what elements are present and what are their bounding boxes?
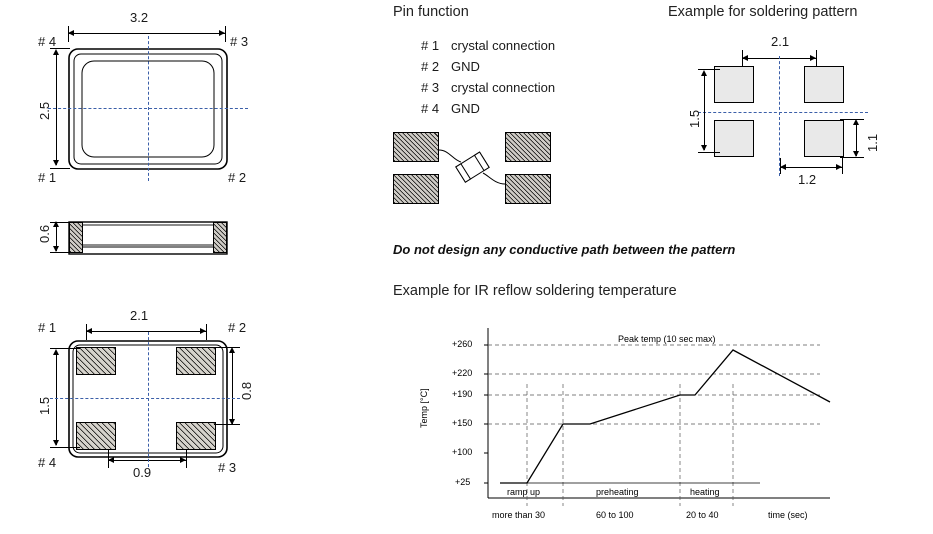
pattern-left-arrow-up: [701, 70, 707, 76]
bottom-view-padheight-label: 0.8: [239, 381, 254, 400]
reflow-title: Example for IR reflow soldering temperature: [393, 283, 677, 299]
pattern-right-tick-bottom: [840, 157, 864, 158]
top-view-height-arrow-up: [53, 49, 59, 55]
bottom-view-pitch-tick-right: [206, 324, 207, 340]
bottom-view-padheight-dimline: [232, 350, 233, 424]
pattern-bottom-tick-left: [780, 158, 781, 174]
pattern-pad-top-left: [714, 66, 754, 103]
reflow-zone-label-1: preheating: [596, 487, 639, 497]
bottom-view-span-label: 1.5: [37, 396, 52, 415]
reflow-ytick-5: +25: [455, 477, 471, 487]
top-view-pin3-label: # 3: [230, 34, 249, 49]
bottom-view-span-tick-top: [50, 348, 80, 349]
crystal-internal-illustration: [385, 128, 565, 208]
pin-function-section: [393, 4, 643, 134]
bottom-view-pad-4: [76, 422, 116, 450]
top-view-width-tick-left: [68, 26, 69, 42]
top-view-drawing: [0, 0, 300, 210]
bottom-view-padwidth-dimline: [108, 460, 186, 461]
pattern-left-tick-top: [698, 69, 720, 70]
pattern-pad-bottom-left: [714, 120, 754, 157]
side-view-drawing: [0, 205, 300, 275]
bottom-view-pin3-label: # 3: [218, 460, 237, 475]
pin-function-row-1-pin: # 2: [421, 59, 440, 74]
reflow-chart: [400, 320, 920, 530]
bottom-view-centerline-horizontal: [50, 398, 240, 399]
pin-function-row-1-desc: GND: [451, 59, 480, 74]
pattern-centerline-horizontal: [698, 112, 868, 113]
soldering-pattern-drawing: [668, 30, 928, 205]
side-view-body: [68, 221, 228, 255]
top-view-pin1-label: # 1: [38, 170, 57, 185]
internal-die-and-bondwires: [385, 128, 565, 208]
bottom-view-span-tick-bottom: [50, 447, 80, 448]
reflow-ytick-2: +190: [452, 389, 473, 399]
conductive-path-warning: Do not design any conductive path between the pattern: [393, 242, 736, 257]
top-view-width-dimline: [68, 33, 225, 34]
top-view-height-tick-bottom: [50, 168, 70, 169]
bottom-view-padheight-tick-bottom: [214, 424, 240, 425]
pattern-left-dim-label: 1.5: [687, 109, 702, 128]
bottom-view-pin1-label: # 1: [38, 320, 57, 335]
top-view-height-tick-top: [50, 48, 70, 49]
pattern-bottom-dimline: [780, 167, 842, 168]
pin-function-row-2-desc: crystal connection: [451, 80, 556, 95]
reflow-zone-time-2: 20 to 40: [686, 510, 719, 520]
top-view-height-arrow-down: [53, 160, 59, 166]
reflow-y-axis-label: Temp [°C]: [419, 388, 429, 428]
pattern-top-dim-label: 2.1: [771, 34, 790, 49]
pin-function-title: Pin function: [393, 4, 469, 20]
bottom-view-pad-1: [76, 347, 116, 375]
bottom-view-pad-3: [176, 422, 216, 450]
reflow-ytick-3: +150: [452, 418, 473, 428]
reflow-zone-label-2: heating: [690, 487, 720, 497]
pin-function-row-3-pin: # 4: [421, 101, 440, 116]
bottom-view-pin2-label: # 2: [228, 320, 247, 335]
reflow-x-axis-label: time (sec): [768, 510, 808, 520]
top-view-pin4-label: # 4: [38, 34, 57, 49]
pattern-top-tick-right: [816, 50, 817, 66]
bottom-view-pitch-dimline: [86, 331, 206, 332]
bottom-view-centerline-vertical: [148, 332, 149, 467]
top-view-height-dimline: [56, 53, 57, 165]
side-view-height-label: 0.6: [37, 224, 52, 243]
bottom-view-span-arrow-down: [53, 440, 59, 446]
reflow-zone-time-0: more than 30: [492, 510, 546, 520]
soldering-pattern-section: [668, 4, 928, 204]
pattern-right-tick-top: [840, 119, 864, 120]
side-view-pad-left: [69, 222, 83, 253]
bottom-view-pad-2: [176, 347, 216, 375]
side-view-pad-right: [213, 222, 227, 253]
reflow-ytick-4: +100: [452, 447, 473, 457]
pattern-left-arrow-down: [701, 145, 707, 151]
reflow-ytick-1: +220: [452, 368, 473, 378]
pin-function-row-2-pin: # 3: [421, 80, 440, 95]
pattern-bottom-dim-label: 1.2: [798, 172, 817, 187]
bottom-view-padwidth-tick-right: [186, 450, 187, 468]
soldering-pattern-title: Example for soldering pattern: [668, 4, 858, 20]
reflow-peak-annotation: Peak temp (10 sec max): [618, 334, 716, 344]
pattern-pad-bottom-right: [804, 120, 844, 157]
pattern-left-tick-bottom: [698, 152, 720, 153]
bottom-view-padheight-tick-top: [214, 347, 240, 348]
top-view-width-tick-right: [225, 26, 226, 42]
bottom-view-pitch-tick-left: [86, 324, 87, 340]
bottom-view-padwidth-tick-left: [108, 450, 109, 468]
bottom-view-span-arrow-up: [53, 349, 59, 355]
pattern-left-dimline: [704, 72, 705, 150]
reflow-chart-svg: [400, 320, 920, 530]
bottom-view-pin4-label: # 4: [38, 455, 57, 470]
pattern-top-tick-left: [742, 50, 743, 66]
pattern-bottom-tick-right: [842, 158, 843, 174]
top-view-centerline-vertical: [148, 36, 149, 181]
bottom-view-padwidth-label: 0.9: [133, 465, 152, 480]
bottom-view-pitch-label: 2.1: [130, 308, 149, 323]
pin-function-row-0-desc: crystal connection: [451, 38, 556, 53]
bottom-view-drawing: [0, 300, 310, 500]
reflow-ytick-0: +260: [452, 339, 473, 349]
top-view-height-label: 2.5: [37, 101, 52, 120]
pattern-pad-top-right: [804, 66, 844, 103]
pattern-right-dim-label: 1.1: [865, 133, 880, 152]
top-view-width-label: 3.2: [130, 10, 149, 25]
pin-function-row-3-desc: GND: [451, 101, 480, 116]
reflow-zone-label-0: ramp up: [507, 487, 541, 497]
pin-function-row-0-pin: # 1: [421, 38, 440, 53]
reflow-zone-time-1: 60 to 100: [596, 510, 634, 520]
top-view-pin2-label: # 2: [228, 170, 247, 185]
